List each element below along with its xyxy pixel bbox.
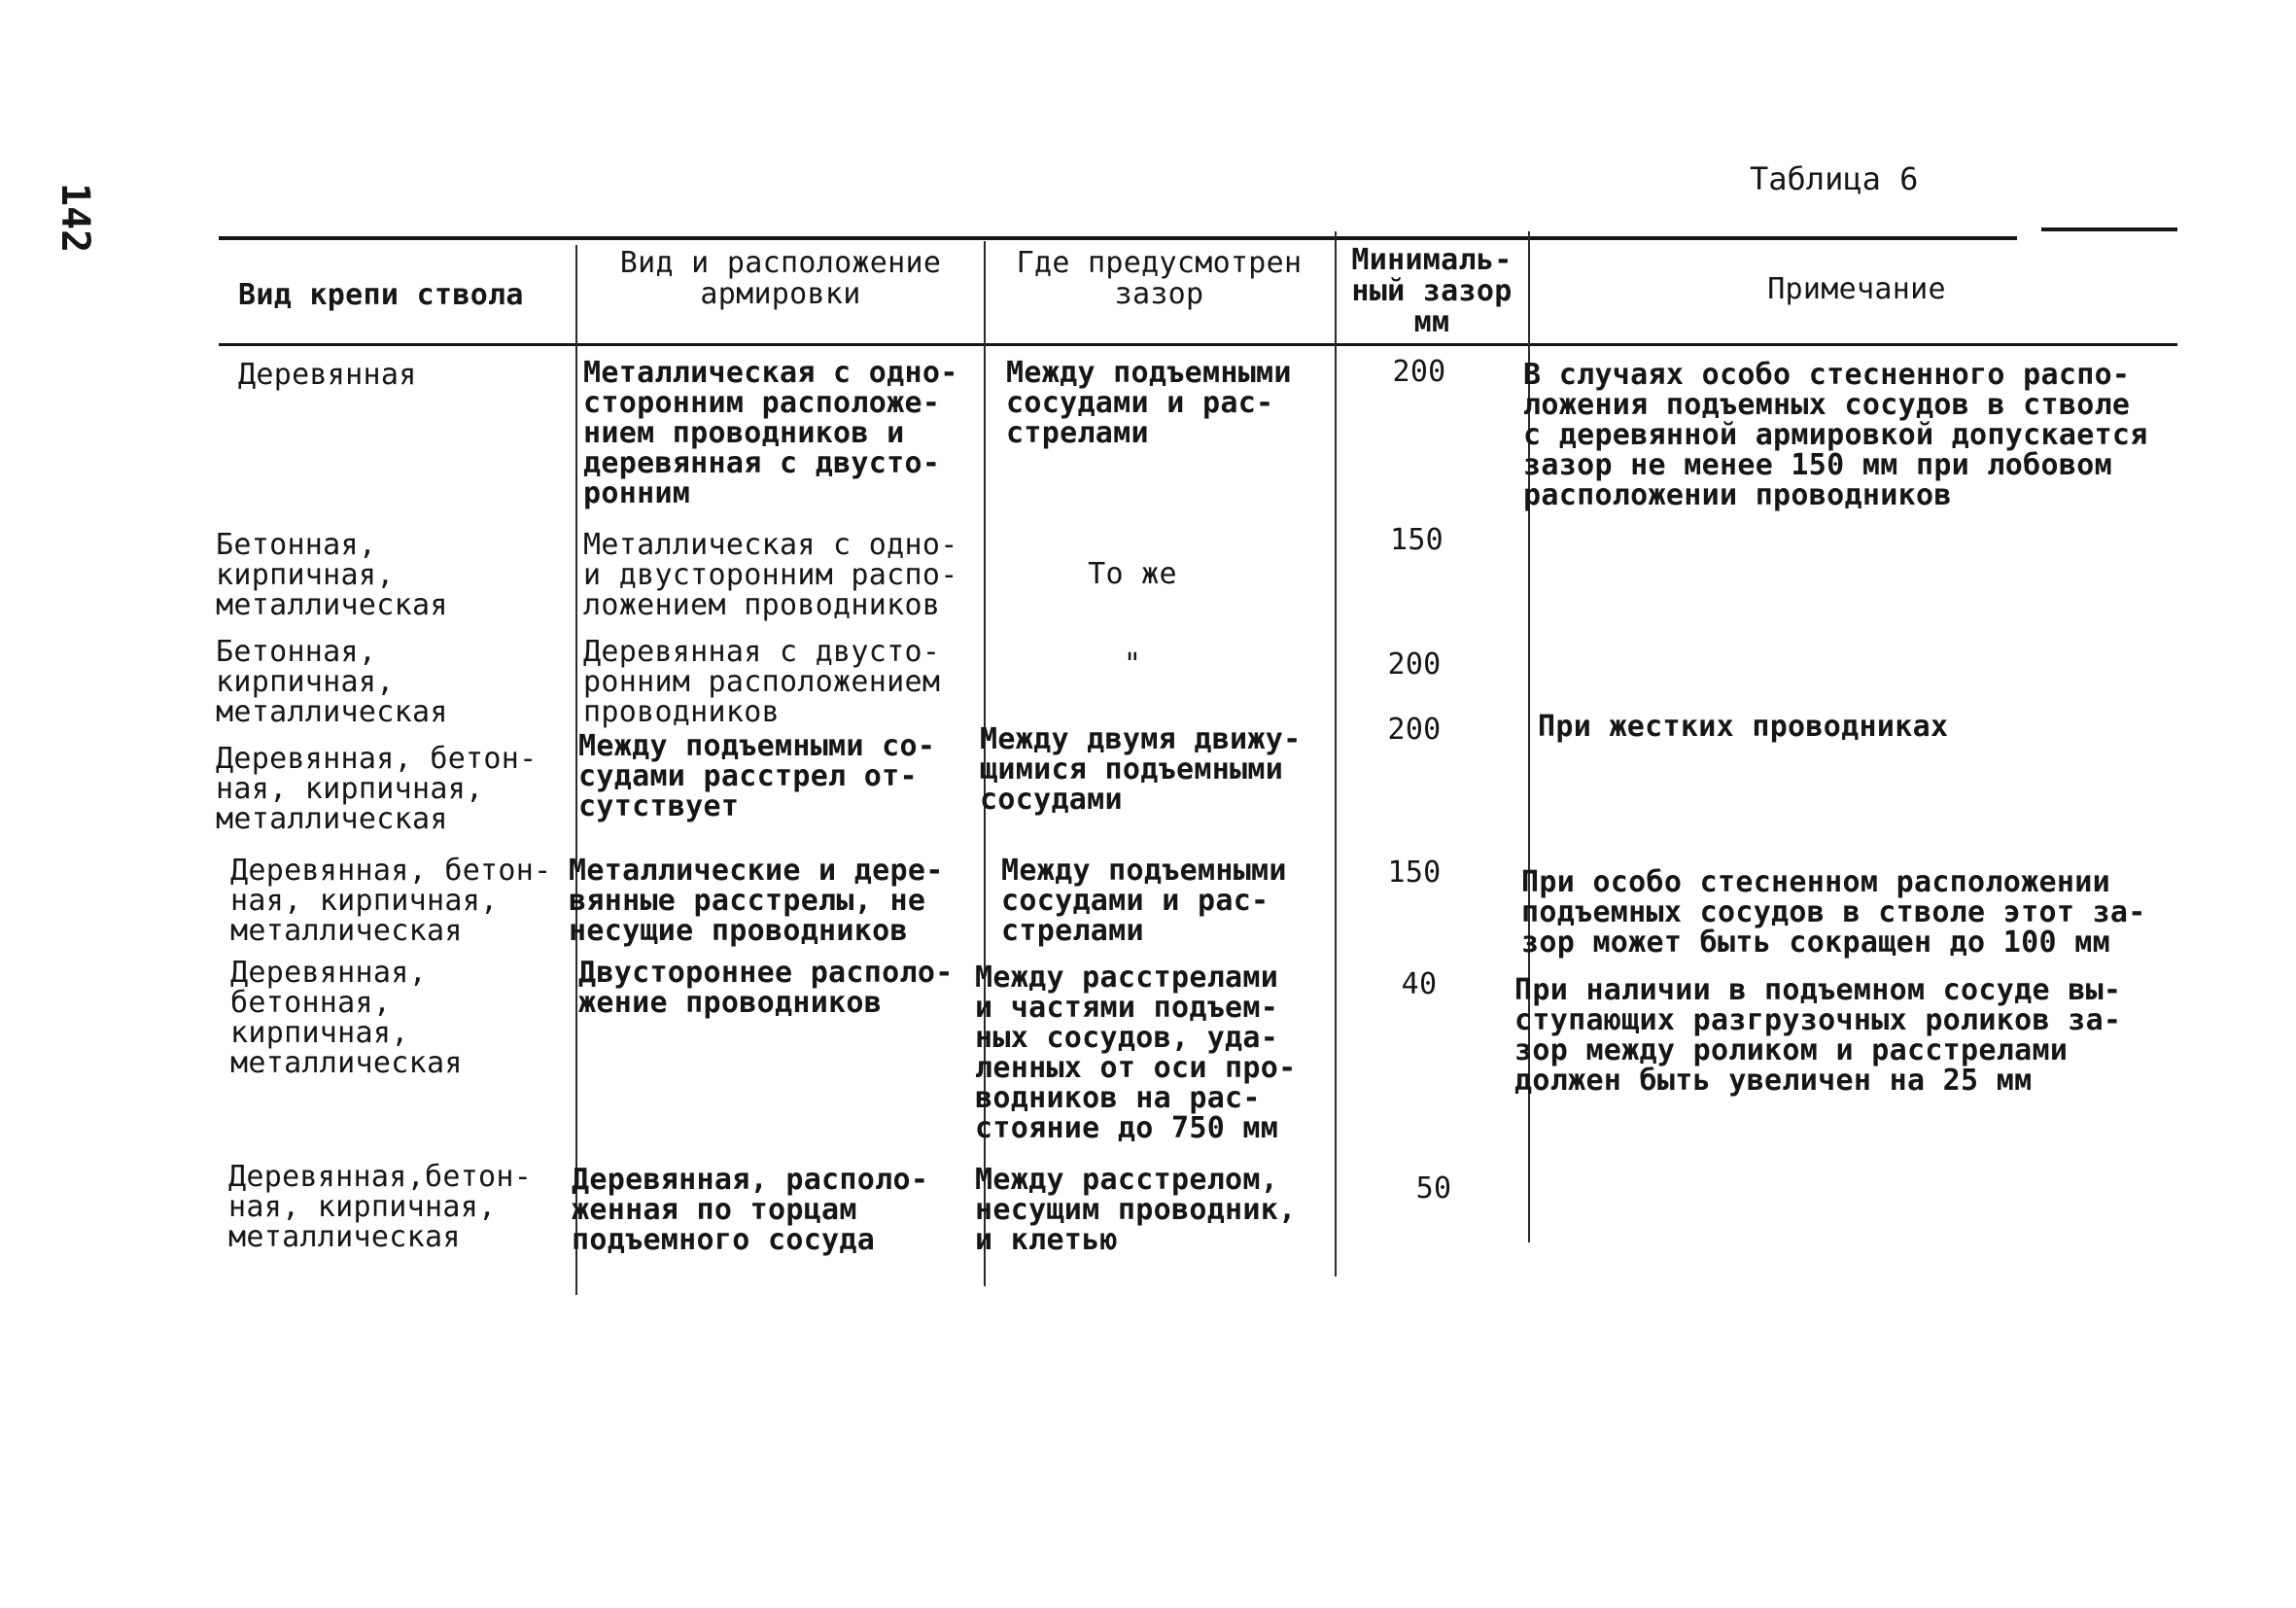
- row3-reinforcement: Деревянная с двусто- ронним расположением проводников: [583, 635, 941, 729]
- table-top-rule: [219, 236, 2017, 240]
- row1-note: В случаях особо стесненного распо- ложения подъемных сосудов в стволе с деревянной армировкой допускается зазор не менее 150 мм при лобовом расположении проводников: [1523, 358, 2148, 512]
- row7-location: Между расстрелом, несущим проводник, и клетью: [975, 1163, 1297, 1257]
- table-caption: Таблица 6: [1750, 160, 1919, 197]
- row1-gap: 200: [1392, 355, 1446, 389]
- row1-lining: Деревянная: [238, 358, 417, 392]
- row4-location: Между двумя движу- щимися подъемными сосудами: [980, 722, 1302, 817]
- header-note: Примечание: [1767, 272, 1946, 306]
- row3-location: ": [1123, 647, 1142, 682]
- row3-lining: Бетонная, кирпичная, металлическая: [216, 635, 448, 729]
- row5-location: Между подъемными сосудами и рас- стрелами: [1001, 854, 1287, 948]
- row5-lining: Деревянная, бетон- ная, кирпичная, металлическая: [230, 854, 552, 948]
- column-divider-3: [1335, 231, 1337, 1276]
- row2-lining: Бетонная, кирпичная, металлическая: [216, 528, 448, 622]
- row6-lining: Деревянная, бетонная, кирпичная, металлическая: [230, 956, 463, 1080]
- table-header-rule: [219, 343, 2177, 346]
- row6-gap: 40: [1401, 967, 1438, 1001]
- row2-gap: 150: [1389, 523, 1444, 557]
- row7-reinforcement: Деревянная, располо- женная по торцам подъемного сосуда: [572, 1163, 929, 1257]
- row1-location: Между подъемными сосудами и рас- стрелами: [1006, 356, 1292, 450]
- row6-reinforcement: Двустороннее располо- жение проводников: [578, 956, 954, 1020]
- row5-reinforcement: Металлические и дере- вянные расстрелы, не несущие проводников: [569, 854, 944, 948]
- header-reinforcement: Вид и расположение армировки: [619, 246, 942, 311]
- row2-reinforcement: Металлическая с одно- и двусторонним распо- ложением проводников: [583, 528, 958, 622]
- row7-lining: Деревянная,бетон- ная, кирпичная, металлическая: [228, 1160, 533, 1254]
- row7-gap: 50: [1415, 1171, 1452, 1206]
- row4-gap: 200: [1387, 713, 1442, 747]
- row6-location: Между расстрелами и частями подъем- ных сосудов, уда- ленных от оси про- водников на рас- стояние до 750 мм: [975, 961, 1297, 1145]
- row4-lining: Деревянная, бетон- ная, кирпичная, металлическая: [216, 742, 538, 836]
- row4-note: При жестких проводниках: [1538, 710, 1949, 744]
- row6-note: При наличии в подъемном сосуде вы- ступающих разгрузочных роликов за- зор между роликом и расстрелами должен быть увеличен на 25 мм: [1514, 973, 2122, 1098]
- header-lining-type: Вид крепи ствола: [238, 278, 524, 312]
- row5-note: При особо стесненном расположении подъемных сосудов в стволе этот за- зор может быть сокращен до 100 мм: [1521, 865, 2146, 960]
- page-number: 142: [52, 183, 97, 254]
- header-min-gap: Минималь- ный зазор мм: [1351, 243, 1513, 339]
- row3-gap: 200: [1387, 647, 1442, 682]
- column-divider-1: [575, 245, 577, 1295]
- row1-reinforcement: Металлическая с одно- сторонним расположе- нием проводников и деревянная с двусто- ронним: [583, 356, 958, 510]
- table-top-rule-right: [2041, 227, 2177, 231]
- row5-gap: 150: [1387, 856, 1442, 890]
- row4-reinforcement: Между подъемными со- судами расстрел от- сутствует: [578, 729, 936, 823]
- header-gap-location: Где предусмотрен зазор: [1016, 246, 1303, 311]
- row2-location: То же: [1088, 557, 1177, 591]
